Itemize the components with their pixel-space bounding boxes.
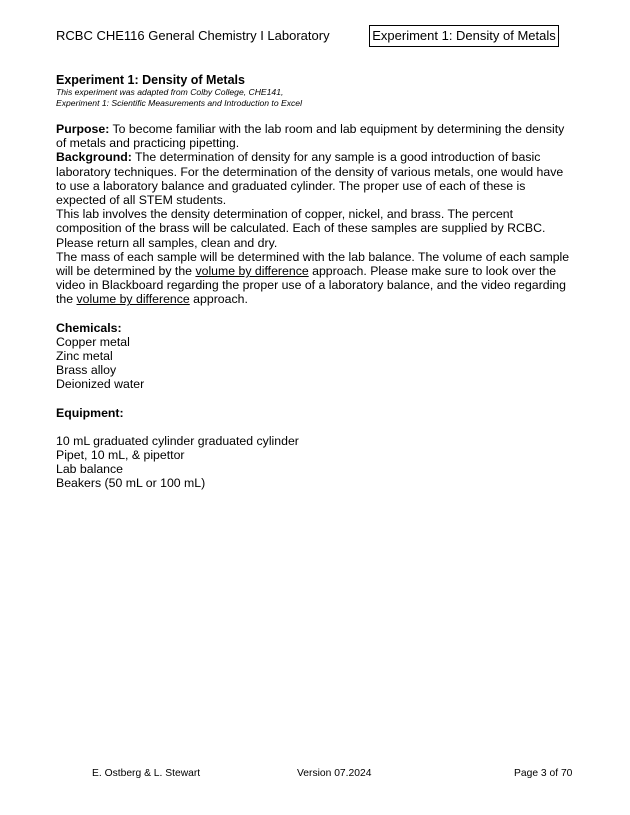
footer-version: Version 07.2024 [297,768,372,779]
background-text: The determination of density for any sample is a good introduction of basic laboratory techniques. For the determination of the density of various metals, one would have to use a laboratory balance and graduated cylinder. The proper use of each of these is expected of all STEM students. [56,150,564,208]
volume-by-difference-term-1: volume by difference [195,264,309,279]
equipment-item: Beakers (50 mL or 100 mL) [56,476,206,491]
adaptation-note-line-2: Experiment 1: Scientific Measurements and Introduction to Excel [56,97,302,108]
method-text-b: approach. Please make sure to look over the video in Blackboard regarding the proper use of a laboratory balance, and the video regarding the [56,264,566,307]
chemical-item: Copper metal [56,334,130,349]
chemical-item: Zinc metal [56,349,113,364]
method-text-c: approach. [189,292,248,307]
experiment-title: Experiment 1: Density of Metals [56,73,245,87]
chemicals-heading [56,321,576,335]
footer-page-number: Page 3 of 70 [514,768,573,779]
equipment-label: Equipment: [56,405,124,420]
document-body [56,73,576,491]
background-label: Background: [56,150,132,165]
chemical-item: Deionized water [56,377,145,392]
purpose-text: To become familiar with the lab room and lab equipment by determining the density of metals and practicing pipetting. [56,122,565,151]
chemicals-label: Chemicals: [56,320,122,335]
adaptation-note-line-1: This experiment was adapted from Colby College, CHE141, [56,87,284,98]
equipment-item: Pipet, 10 mL, & pipettor [56,448,185,463]
chemical-item: Brass alloy [56,363,117,378]
background-paragraph [56,150,576,207]
samples-paragraph: This lab involves the density determination of copper, nickel, and brass. The percent composition of the brass will be calculated. Each of these samples are supplied by RCBC. Please return all samples, clean and dry. [56,207,546,250]
method-text-a: The mass of each sample will be determined with the lab balance. The volume of each sample will be determined by the [56,249,570,279]
volume-by-difference-term-2: volume by difference [76,292,190,307]
header-course-title: RCBC CHE116 General Chemistry I Laboratory [56,28,330,43]
method-paragraph [56,250,576,307]
purpose-label: Purpose: [56,122,110,137]
equipment-heading [56,406,576,420]
equipment-item: 10 mL graduated cylinder graduated cylinder [56,433,299,448]
header-experiment-box: Experiment 1: Density of Metals [369,25,559,47]
footer-authors: E. Ostberg & L. Stewart [92,768,201,779]
equipment-item: Lab balance [56,462,124,477]
purpose-paragraph [56,122,576,150]
